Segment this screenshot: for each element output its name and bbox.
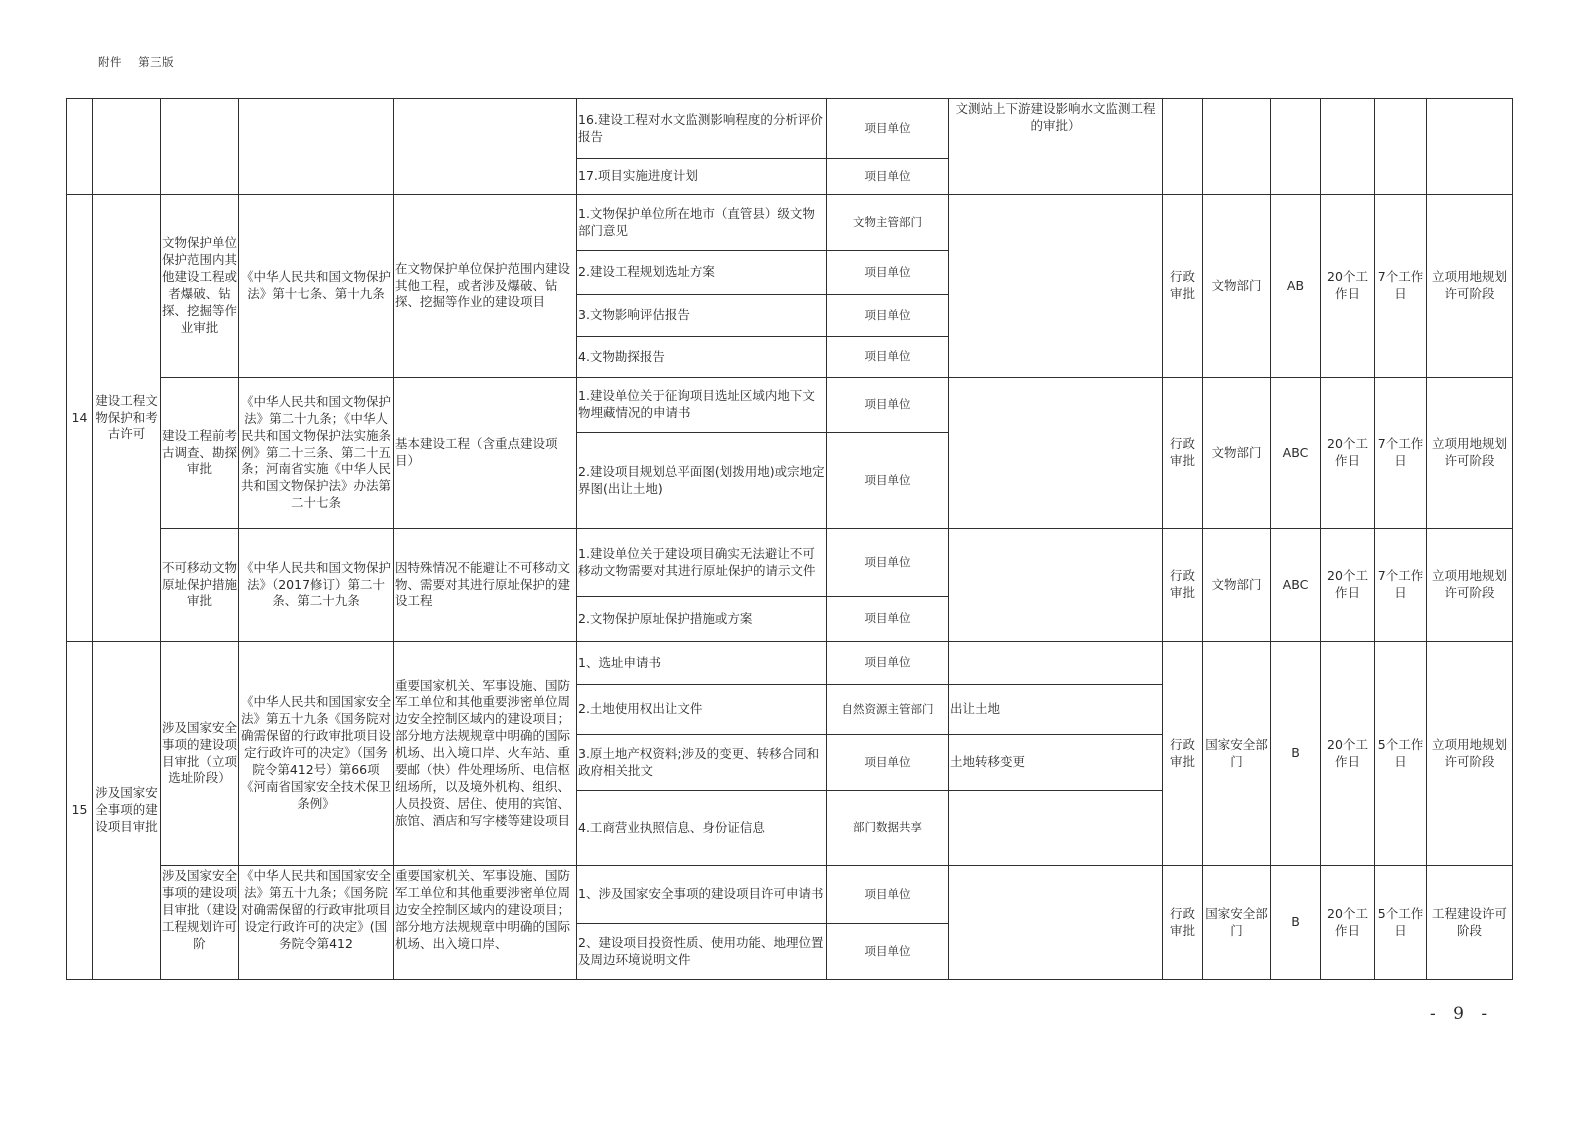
approval-items-table — [66, 98, 1513, 980]
material-cell: 1、选址申请书 — [577, 642, 827, 685]
legal-time-limit: 20个工作日 — [1321, 642, 1375, 866]
legal-basis: 《中华人民共和国文物保护法》第二十九条；《中华人民共和国文物保护法实施条例》第二十三条、第二十五条；河南省实施《中华人民共和国文物保护法》办法第二十七条 — [239, 378, 394, 529]
provider-cell: 项目单位 — [827, 378, 949, 433]
material-cell: 2.文物保护原址保护措施或方案 — [577, 597, 827, 642]
item-name: 不可移动文物原址保护措施审批 — [161, 529, 239, 642]
promised-time-limit: 7个工作日 — [1375, 378, 1427, 529]
legal-time-limit: 20个工作日 — [1321, 866, 1375, 980]
promised-time-limit: 5个工作日 — [1375, 642, 1427, 866]
approval-stage: 立项用地规划许可阶段 — [1427, 529, 1513, 642]
provider-cell: 项目单位 — [827, 433, 949, 529]
table-row — [67, 866, 1513, 924]
legal-basis: 《中华人民共和国国家安全法》第五十九条《国务院对确需保留的行政审批项目设定行政许可的决定》（国务院令第412号）第66项《河南省国家安全技术保卫条例》 — [239, 642, 394, 866]
department: 文物部门 — [1203, 529, 1271, 642]
material-cell: 1.文物保护单位所在地市（直管县）级文物部门意见 — [577, 195, 827, 251]
category-name: 涉及国家安全事项的建设项目审批 — [93, 642, 161, 980]
classification: AB — [1271, 195, 1321, 378]
provider-cell: 项目单位 — [827, 337, 949, 378]
legal-basis: 《中华人民共和国文物保护法》（2017修订）第二十条、第二十九条 — [239, 529, 394, 642]
provider-cell: 项目单位 — [827, 924, 949, 980]
department: 国家安全部门 — [1203, 642, 1271, 866]
provider-cell: 自然资源主管部门 — [827, 685, 949, 735]
classification: ABC — [1271, 529, 1321, 642]
approval-stage: 立项用地规划许可阶段 — [1427, 378, 1513, 529]
material-cell: 3.文物影响评估报告 — [577, 295, 827, 337]
applicable-scope: 重要国家机关、军事设施、国防军工单位和其他重要涉密单位周边安全控制区域内的建设项目；部分地方法规规章中明确的国际机场、出入境口岸、 — [394, 866, 577, 980]
legal-time-limit: 20个工作日 — [1321, 195, 1375, 378]
department: 国家安全部门 — [1203, 866, 1271, 980]
material-cell: 1、涉及国家安全事项的建设项目许可申请书 — [577, 866, 827, 924]
provider-cell: 项目单位 — [827, 529, 949, 597]
attachment-label: 附件 — [98, 55, 122, 69]
applicable-scope: 在文物保护单位保护范围内建设其他工程，或者涉及爆破、钻探、挖掘等作业的建设项目 — [394, 195, 577, 378]
legal-basis: 《中华人民共和国文物保护法》第十七条、第十九条 — [239, 195, 394, 378]
table-row — [67, 99, 1513, 159]
material-cell: 4.工商营业执照信息、身份证信息 — [577, 791, 827, 866]
approval-stage: 立项用地规划许可阶段 — [1427, 195, 1513, 378]
material-cell: 3.原土地产权资料;涉及的变更、转移合同和政府相关批文 — [577, 735, 827, 791]
approval-type: 行政审批 — [1163, 529, 1203, 642]
material-cell: 2.建设项目规划总平面图(划拨用地)或宗地定界图(出让土地) — [577, 433, 827, 529]
note-cell — [949, 791, 1163, 866]
table-row — [67, 378, 1513, 433]
approval-type: 行政审批 — [1163, 378, 1203, 529]
approval-stage: 立项用地规划许可阶段 — [1427, 642, 1513, 866]
classification: B — [1271, 642, 1321, 866]
promised-time-limit: 7个工作日 — [1375, 195, 1427, 378]
item-name: 建设工程前考古调查、勘探审批 — [161, 378, 239, 529]
classification: B — [1271, 866, 1321, 980]
page-header — [98, 54, 186, 70]
category-name: 建设工程文物保护和考古许可 — [93, 195, 161, 642]
legal-time-limit: 20个工作日 — [1321, 529, 1375, 642]
note-cell: 土地转移变更 — [949, 735, 1163, 791]
material-cell: 17.项目实施进度计划 — [577, 159, 827, 195]
department: 文物部门 — [1203, 378, 1271, 529]
legal-time-limit: 20个工作日 — [1321, 378, 1375, 529]
material-cell: 1.建设单位关于建设项目确实无法避让不可移动文物需要对其进行原址保护的请示文件 — [577, 529, 827, 597]
provider-cell: 项目单位 — [827, 866, 949, 924]
table-row — [67, 642, 1513, 685]
provider-cell: 项目单位 — [827, 295, 949, 337]
applicable-scope: 基本建设工程（含重点建设项目） — [394, 378, 577, 529]
applicable-scope: 重要国家机关、军事设施、国防军工单位和其他重要涉密单位周边安全控制区域内的建设项目；部分地方法规规章中明确的国际机场、出入境口岸、火车站、重要邮（快）件处理场所、电信枢纽场所，以及境外机构、组织、人员投资、居住、使用的宾馆、旅馆、酒店和写字楼等建设项目 — [394, 642, 577, 866]
provider-cell: 项目单位 — [827, 159, 949, 195]
provider-cell: 文物主管部门 — [827, 195, 949, 251]
approval-type: 行政审批 — [1163, 866, 1203, 980]
material-cell: 2.建设工程规划选址方案 — [577, 251, 827, 295]
approval-type: 行政审批 — [1163, 642, 1203, 866]
material-cell: 2、建设项目投资性质、使用功能、地理位置及周边环境说明文件 — [577, 924, 827, 980]
classification: ABC — [1271, 378, 1321, 529]
approval-type: 行政审批 — [1163, 195, 1203, 378]
provider-cell: 项目单位 — [827, 735, 949, 791]
material-cell: 1.建设单位关于征询项目选址区域内地下文物埋藏情况的申请书 — [577, 378, 827, 433]
row-number: 15 — [67, 642, 93, 980]
provider-cell: 部门数据共享 — [827, 791, 949, 866]
item-name: 涉及国家安全事项的建设项目审批（建设工程规划许可阶 — [161, 866, 239, 980]
version-label: 第三版 — [138, 55, 175, 69]
applicable-scope: 因特殊情况不能避让不可移动文物、需要对其进行原址保护的建设工程 — [394, 529, 577, 642]
material-cell: 2.土地使用权出让文件 — [577, 685, 827, 735]
department: 文物部门 — [1203, 195, 1271, 378]
promised-time-limit: 7个工作日 — [1375, 529, 1427, 642]
row-number: 14 — [67, 195, 93, 642]
table-row — [67, 529, 1513, 597]
provider-cell: 项目单位 — [827, 642, 949, 685]
material-cell: 16.建设工程对水文监测影响程度的分析评价报告 — [577, 99, 827, 159]
legal-basis: 《中华人民共和国国家安全法》第五十九条；《国务院对确需保留的行政审批项目设定行政许可的决定》(国务院令第412 — [239, 866, 394, 980]
page-number: - 9 - — [1430, 1004, 1494, 1024]
approval-stage: 工程建设许可阶段 — [1427, 866, 1513, 980]
provider-cell: 项目单位 — [827, 99, 949, 159]
note-cell: 出让土地 — [949, 685, 1163, 735]
promised-time-limit: 5个工作日 — [1375, 866, 1427, 980]
material-cell: 4.文物勘探报告 — [577, 337, 827, 378]
provider-cell: 项目单位 — [827, 251, 949, 295]
note-cell: 文测站上下游建设影响水文监测工程的审批） — [949, 99, 1163, 195]
note-cell — [949, 642, 1163, 685]
item-name: 涉及国家安全事项的建设项目审批（立项选址阶段） — [161, 642, 239, 866]
item-name: 文物保护单位保护范围内其他建设工程或者爆破、钻探、挖掘等作业审批 — [161, 195, 239, 378]
provider-cell: 项目单位 — [827, 597, 949, 642]
table-row — [67, 195, 1513, 251]
